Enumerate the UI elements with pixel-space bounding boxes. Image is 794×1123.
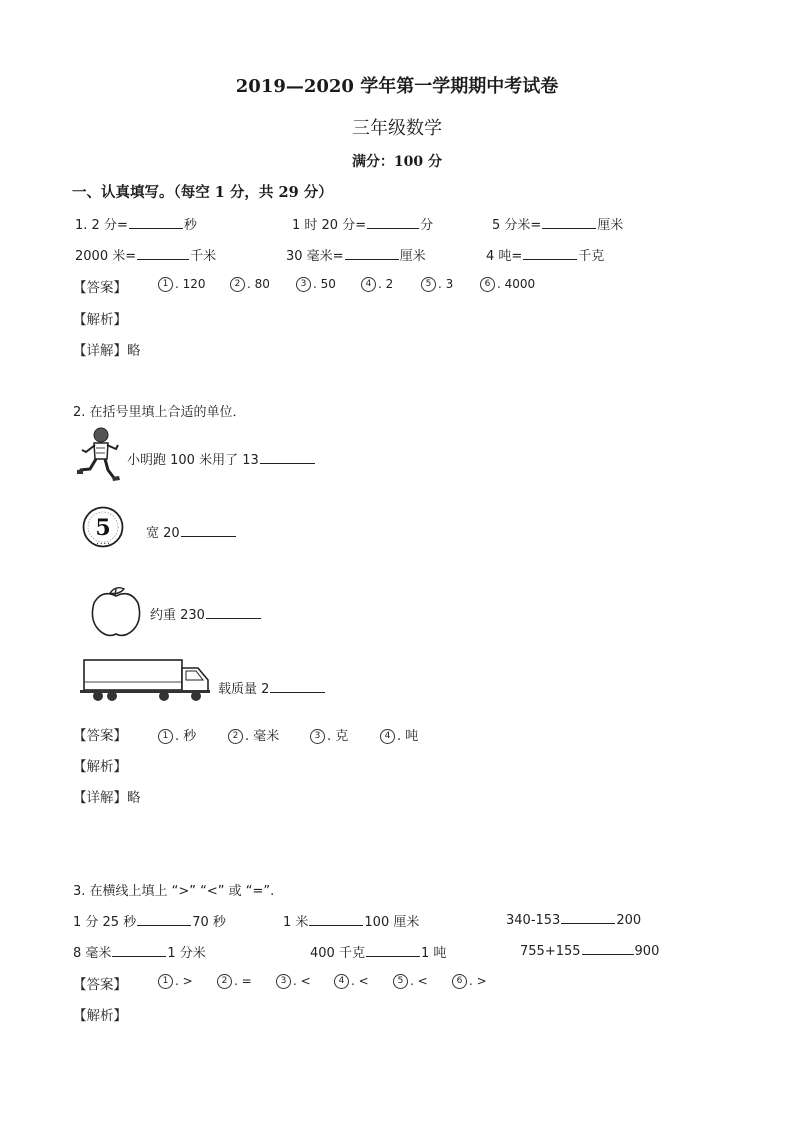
answer-blank[interactable] <box>542 216 596 229</box>
circled-number: 1 <box>158 277 173 292</box>
answer-blank[interactable] <box>523 247 577 260</box>
q1-item-6-prefix: 4 吨= <box>486 249 523 264</box>
q3-item-5-left: 400 千克 <box>310 946 365 961</box>
detail-line <box>73 786 141 806</box>
circled-number: 2 <box>230 277 245 292</box>
q2-item-4 <box>218 678 326 697</box>
circled-number: 4 <box>361 277 376 292</box>
svg-text:• • • •: • • • • <box>96 541 110 546</box>
q3-item-6-right: 900 <box>634 944 660 959</box>
q1-item-4 <box>75 245 216 264</box>
q1-item-1-prefix: 1. 2 分= <box>75 218 128 233</box>
q1-answer-5: 5 . 3 <box>421 277 453 292</box>
q2-item-2 <box>146 522 237 541</box>
analysis-tag: 【解析】 <box>73 1008 127 1024</box>
q3-item-3-left: 340-153 <box>506 913 561 928</box>
q3-item-5-right: 1 吨 <box>420 946 447 961</box>
q1-item-3-suffix: 厘米 <box>597 218 624 233</box>
q1-item-5-suffix: 厘米 <box>399 249 426 264</box>
q3-item-1-left: 1 分 25 秒 <box>73 915 137 930</box>
q1-answer-1: 1 . 120 <box>158 277 206 292</box>
q2-item-3 <box>150 604 262 623</box>
q3-answer-1: 1 . > <box>158 974 193 989</box>
answer-blank[interactable] <box>181 524 236 537</box>
answer-blank[interactable] <box>137 913 191 926</box>
answer-tag: 【答案】 <box>73 280 127 296</box>
q1-item-2-prefix: 1 时 20 分= <box>292 218 367 233</box>
q1-item-1 <box>75 214 197 233</box>
q2-item-3-text: 约重 230 <box>150 608 205 623</box>
q3-item-6-left: 755+155 <box>520 944 581 959</box>
answer-blank[interactable] <box>582 942 634 955</box>
circled-number: 4 <box>334 974 349 989</box>
q1-item-1-suffix: 秒 <box>183 218 197 233</box>
answer-blank[interactable] <box>366 944 420 957</box>
q1-item-4-prefix: 2000 米= <box>75 249 137 264</box>
circled-number: 5 <box>421 277 436 292</box>
answer-blank[interactable] <box>112 944 166 957</box>
circled-number: 2 <box>228 729 243 744</box>
detail-tag: 【详解】 <box>73 343 127 359</box>
truck-icon <box>78 656 214 704</box>
svg-text:5: 5 <box>95 515 111 541</box>
analysis-tag: 【解析】 <box>73 759 127 775</box>
q1-item-2 <box>292 214 433 233</box>
page-title: 2019—2020 学年第一学期期中考试卷 <box>235 76 559 97</box>
circled-number: 2 <box>217 974 232 989</box>
circled-number: 5 <box>393 974 408 989</box>
q3-item-2-right: 100 厘米 <box>364 915 420 930</box>
q2-answer-3: 3 . 克 <box>310 725 348 744</box>
q2-stem: 2. 在括号里填上合适的单位． <box>73 405 246 420</box>
detail-text: 略 <box>127 343 141 359</box>
circled-number: 1 <box>158 974 173 989</box>
q3-answer-6: 6 . > <box>452 974 487 989</box>
q1-answer-6: 6 . 4000 <box>480 277 535 292</box>
full-score: 满分：100 分 <box>351 154 443 170</box>
answer-blank[interactable] <box>137 247 189 260</box>
detail-line <box>73 339 141 359</box>
q1-item-6-suffix: 千克 <box>578 249 605 264</box>
q1-item-4-suffix: 千米 <box>190 249 217 264</box>
q2-item-2-text: 宽 20 <box>146 526 180 541</box>
q3-item-4 <box>73 942 206 961</box>
q1-item-6 <box>486 245 604 264</box>
q3-item-3-right: 200 <box>616 913 642 928</box>
q3-item-1 <box>73 911 226 930</box>
q3-stem: 3. 在横线上填上 “>” “<” 或 “=”. <box>73 884 275 899</box>
answer-blank[interactable] <box>206 606 261 619</box>
section-heading: 一、认真填写。（每空 1 分，共 29 分） <box>72 184 333 201</box>
circled-number: 1 <box>158 729 173 744</box>
q2-item-1-text: 小明跑 100 米用了 13 <box>127 453 259 468</box>
answer-blank[interactable] <box>260 451 315 464</box>
q1-answer-2: 2 . 80 <box>230 277 270 292</box>
q2-item-1 <box>127 449 316 468</box>
q3-answer-2: 2 . = <box>217 974 252 989</box>
q1-item-5 <box>286 245 426 264</box>
q3-answer-4: 4 . < <box>334 974 369 989</box>
answer-tag: 【答案】 <box>73 977 127 993</box>
detail-text: 略 <box>127 790 141 806</box>
detail-tag: 【详解】 <box>73 790 127 806</box>
circled-number: 6 <box>480 277 495 292</box>
answer-blank[interactable] <box>367 216 419 229</box>
running-boy-icon <box>74 426 124 482</box>
answer-blank[interactable] <box>345 247 399 260</box>
circled-number: 3 <box>276 974 291 989</box>
q3-answer-3: 3 . < <box>276 974 311 989</box>
q3-item-6 <box>520 942 659 959</box>
q3-item-3 <box>506 911 641 928</box>
q2-answer-2: 2 . 毫米 <box>228 725 279 744</box>
q1-answer-4: 4 . 2 <box>361 277 393 292</box>
coin-icon <box>82 500 124 554</box>
q2-answer-4: 4 . 吨 <box>380 725 418 744</box>
answer-blank[interactable] <box>309 913 363 926</box>
q1-answer-3: 3 . 50 <box>296 277 336 292</box>
q1-item-3 <box>492 214 623 233</box>
q3-answer-5: 5 . < <box>393 974 428 989</box>
q3-item-4-right: 1 分米 <box>167 946 206 961</box>
circled-number: 3 <box>296 277 311 292</box>
q3-item-4-left: 8 毫米 <box>73 946 112 961</box>
circled-number: 4 <box>380 729 395 744</box>
q1-item-3-prefix: 5 分米= <box>492 218 542 233</box>
analysis-tag: 【解析】 <box>73 312 127 328</box>
answer-blank[interactable] <box>129 216 183 229</box>
answer-blank[interactable] <box>270 680 325 693</box>
q3-item-2-left: 1 米 <box>283 915 309 930</box>
q3-item-1-right: 70 秒 <box>192 915 226 930</box>
apple-icon <box>88 583 144 639</box>
circled-number: 3 <box>310 729 325 744</box>
page-subtitle: 三年级数学 <box>352 118 442 139</box>
q1-item-5-prefix: 30 毫米= <box>286 249 344 264</box>
answer-tag: 【答案】 <box>73 728 127 744</box>
q3-item-2 <box>283 911 419 930</box>
q1-item-2-suffix: 分 <box>420 218 434 233</box>
answer-blank[interactable] <box>561 911 615 924</box>
q2-answer-1: 1 . 秒 <box>158 725 196 744</box>
circled-number: 6 <box>452 974 467 989</box>
q3-item-5 <box>310 942 446 961</box>
q2-item-4-text: 载质量 2 <box>218 682 270 697</box>
